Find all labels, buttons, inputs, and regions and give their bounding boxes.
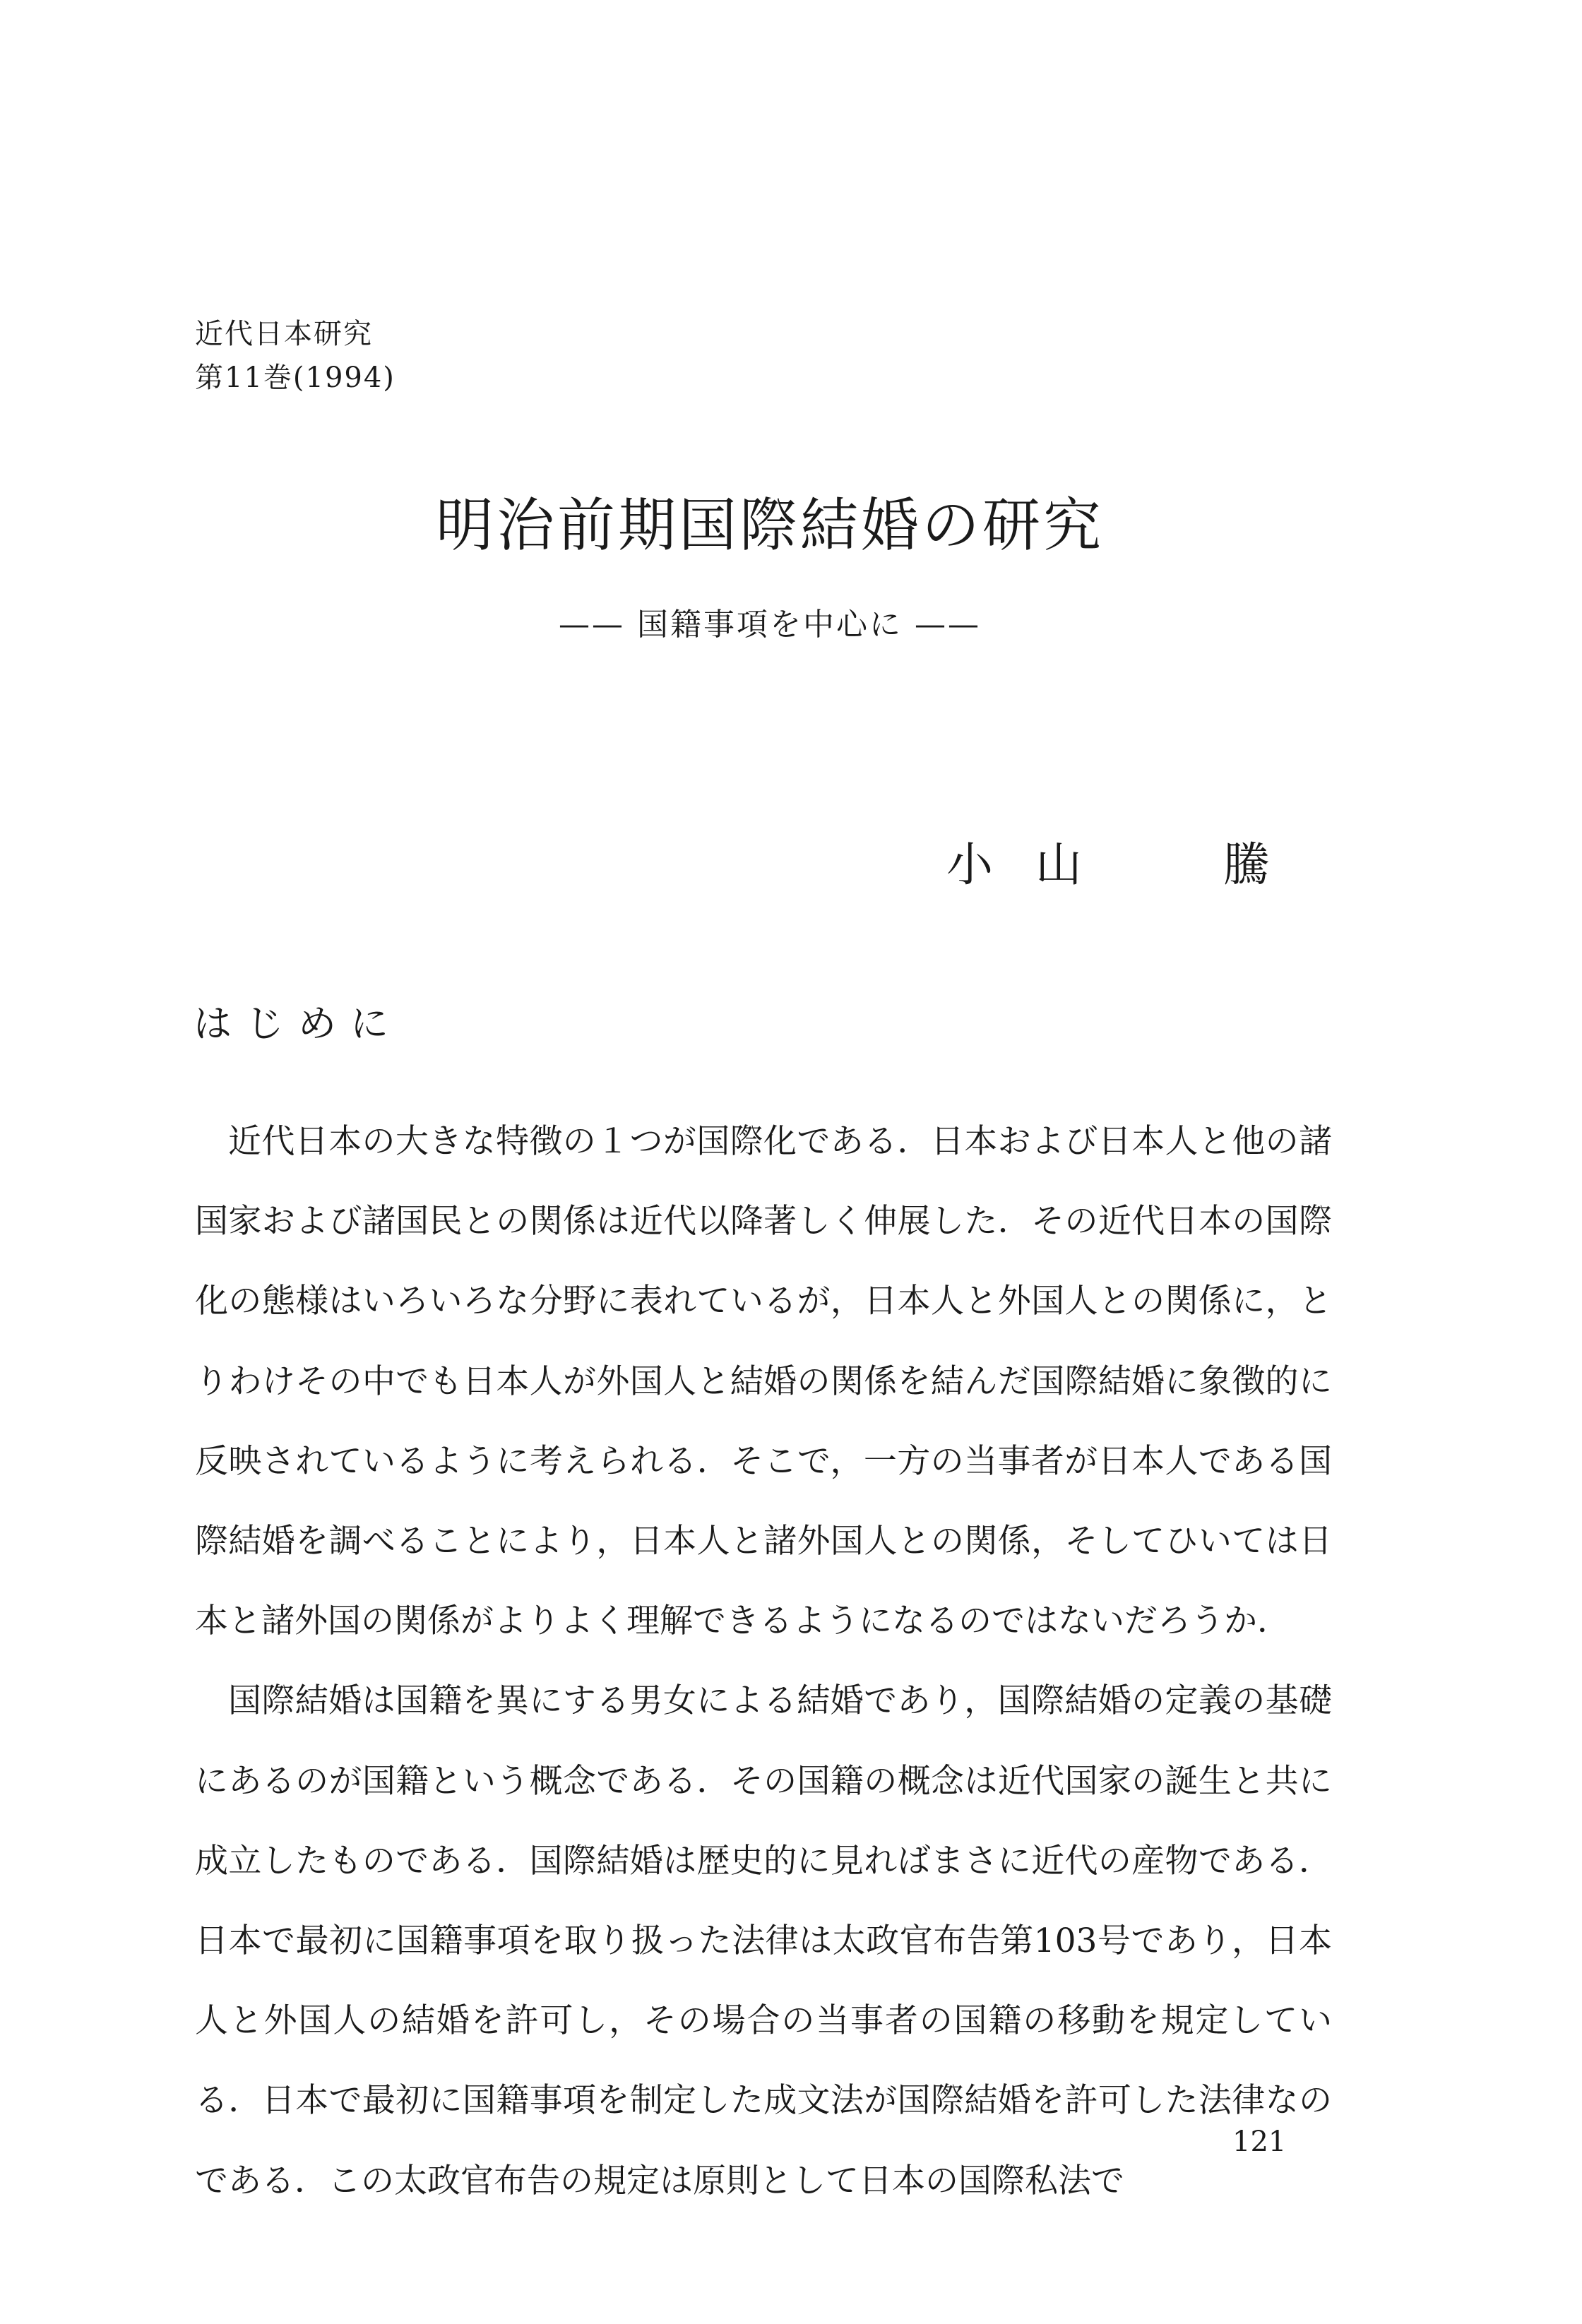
- article-subtitle: —— 国籍事項を中心に ——: [559, 607, 981, 643]
- journal-name: 近代日本研究: [195, 318, 373, 350]
- article-title: 明治前期国際結婚の研究: [435, 492, 1104, 559]
- body-text: [195, 1102, 1332, 2221]
- author-name: [946, 833, 1270, 897]
- page-number: 121: [1232, 2126, 1287, 2158]
- journal-volume: 第11巻(1994): [195, 362, 396, 394]
- section-heading: はじめに: [194, 1001, 403, 1046]
- journal-info: [195, 312, 396, 400]
- paragraph: 国際結婚は国籍を異にする男女による結婚であり，国際結婚の定義の基礎にあるのが国籍という概念である．その国籍の概念は近代国家の誕生と共に成立したものである．国際結婚は歴史的に見ればまさに近代の産物である．日本で最初に国籍事項を取り扱った法律は太政官布告第103号であり，日本人と外国人の結婚を許可し，その場合の当事者の国籍の移動を規定している．日本で最初に国籍事項を制定した成文法が国際結婚を許可した法律なのである．この太政官布告の規定は原則として日本の国際私法で: [195, 1681, 1332, 2200]
- author-given-name: 騰: [1223, 838, 1270, 892]
- author-family-name-1: 小: [946, 838, 993, 892]
- paragraph: 近代日本の大きな特徴の１つが国際化である．日本および日本人と他の諸国家および諸国民との関係は近代以降著しく伸展した．その近代日本の国際化の態様はいろいろな分野に表れているが，日本人と外国人との関係に，とりわけその中でも日本人が外国人と結婚の関係を結んだ国際結婚に象徴的に反映されているように考えられる．そこで，一方の当事者が日本人である国際結婚を調べることにより，日本人と諸外国人との関係，そしてひいては日本と諸外国の関係がよりよく理解できるようになるのではないだろうか．: [195, 1122, 1332, 1641]
- author-family-name-2: 山: [1035, 838, 1082, 892]
